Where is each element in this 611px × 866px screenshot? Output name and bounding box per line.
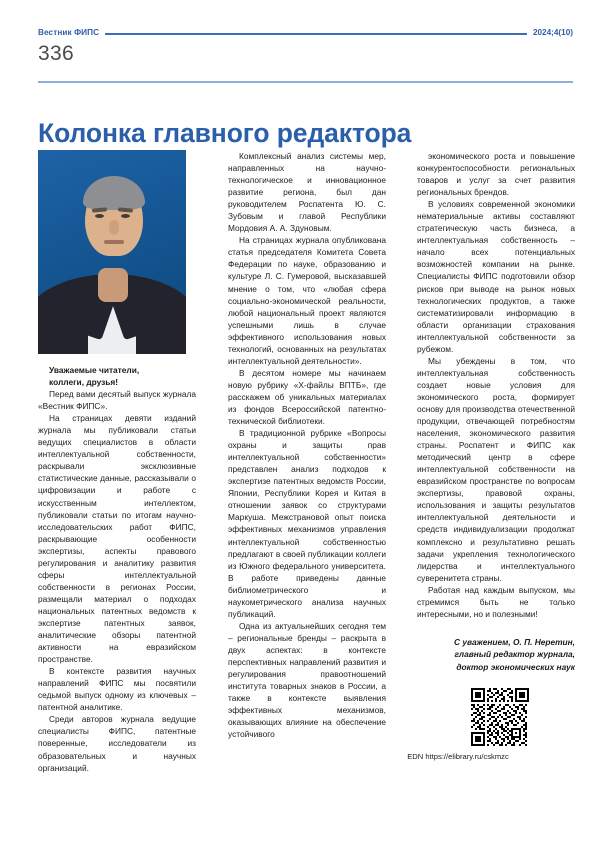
- portrait-nose: [109, 220, 119, 235]
- greeting-line-1: Уважаемые читатели,: [49, 365, 140, 375]
- paragraph: экономического роста и повышение конкурентоспособности региональных товаров и услуг за счет развития региональных брендов.: [417, 151, 575, 198]
- paragraph: В десятом номере мы начинаем новую рубрику «Х-файлы ВПТБ», где расскажем об уникальных материалах из фондов Всероссийской патентно-технической библиотеки.: [228, 367, 386, 427]
- paragraph: На страницах девяти изданий журнала мы публиковали статьи ведущих специалистов в области интеллектуальной собственности, раскрывали эксклюзивные статистические данные, рассказывали о цифровизации и работе с искусственным интеллектом, публиковали статьи по итогам научно-исследовательских работ ФИПС, раскрывающие особенности экспертизы, аспекты правового регулирования и аналитику развития сферы интеллектуальной собственности в регионах России, размещали материал о подходах национальных патентных ведомств к экспертизе патентных заявок, аналитические обзоры патентной активности на евразийском пространстве.: [38, 413, 196, 665]
- column-2: [228, 150, 386, 740]
- greeting-line-2: коллеги, друзья!: [49, 377, 119, 388]
- qr-code-icon[interactable]: [471, 688, 529, 746]
- qr-code-wrapper: [379, 688, 537, 746]
- paragraph: В традиционной рубрике «Вопросы охраны и защиты прав интеллектуальной собственности» представлен анализ подходов к экспертизе патентных ведомств России, Японии, Республики Корея и Китая в отношении заявок со структурами Маркуша. Межстрановой опыт поиска эффективных механизмов управления интеллектуальной собственностью предлагают в своей публикации коллеги из Южного федерального университета. В работе приведены данные библиометрического и наукометрического анализа научных публикаций.: [228, 428, 386, 619]
- editor-signature: [417, 636, 575, 674]
- paragraph: Работая над каждым выпуском, мы стремимся быть не только интересными, но и полезными!: [417, 584, 575, 619]
- paragraph: Одна из актуальнейших сегодня тем – региональные бренды – раскрыта в двух аспектах: в контексте перспективных направлений развития и регулирования правоотношений института товарных знаков в России, а также в контексте выявления эффективных механизмов, оказывающих влияние на обеспечение устойчивого: [228, 620, 386, 740]
- portrait-neck: [98, 268, 128, 302]
- issue-number: 2024;4(10): [532, 27, 573, 37]
- edn-link[interactable]: EDN https://elibrary.ru/cskmzc: [407, 751, 509, 761]
- signature-line-1: С уважением, О. П. Неретин,: [454, 636, 575, 647]
- paragraph: Мы убеждены в том, что интеллектуальная собственность создает новые условия для экономического роста, формирует основу для производства отечественной продукции, отвечающей потребностям населения, экономического развития страны. Роспатент и ФИПС как методический центр в сфере интеллектуальной собственности на евразийском пространстве по вопросам экспертизы, правовой охраны, использования и защиты результатов интеллектуальной деятельности и средств индивидуализации продолжат комплексно и результативно решать задачи укрепления технологического лидерства и интеллектуального суверенитета страны.: [417, 355, 575, 583]
- edn-block: [379, 688, 537, 761]
- paragraph: Комплексный анализ системы мер, направленных на научно-технологическое и инновационное развитие региона, был дан руководителем Роспатента Ю. С. Зубовым и главой Республики Мордовия А. А. Здуновым.: [228, 151, 386, 234]
- page-number: 336: [38, 42, 74, 65]
- paragraph: Перед вами десятый выпуск журнала «Вестник ФИПС».: [38, 389, 196, 412]
- running-head: [38, 24, 573, 40]
- portrait-mouth: [104, 240, 124, 244]
- paragraph: В контексте развития научных направлений ФИПС мы посвятили седьмой выпуск одному из ключевых – патентной аналитике.: [38, 666, 196, 713]
- paragraph: В условиях современной экономики нематериальные активы составляют стратегическую часть бизнеса, а интеллектуальная собственность – начало всех потенциальных возможностей компании на рынке. Специалисты ФИПС подготовили обзор рисков при выводе на рынок новых технологических продуктов, а также систематизировали информацию в области организации страхования интеллектуальной собственности за рубежом.: [417, 199, 575, 354]
- journal-name: Вестник ФИПС: [38, 27, 100, 37]
- portrait-hair: [83, 176, 145, 210]
- signature-line-2: главный редактор журнала,: [454, 649, 575, 660]
- running-head-rule: [105, 33, 527, 35]
- signature-line-3: доктор экономических наук: [456, 662, 575, 673]
- paragraph: Среди авторов журнала ведущие специалисты ФИПС, патентные поверенные, исследователи из образовательных и научных организаций.: [38, 714, 196, 773]
- column-3: [417, 150, 575, 674]
- header-divider: [38, 81, 573, 83]
- column-1: [38, 150, 196, 774]
- page-title: Колонка главного редактора: [38, 117, 412, 148]
- paragraph: На страницах журнала опубликована статья председателя Комитета Совета Федерации по науке, образованию и культуре Л. С. Гумеровой, высказавшей мнение о том, что «любая сфера социально-экономической реальности, любой национальный проект являются успешными лишь в случае эффективного использования новых технологий, основанных на результатах интеллектуальной деятельности».: [228, 235, 386, 366]
- editor-portrait: [38, 150, 186, 354]
- portrait-eye-left: [95, 214, 104, 218]
- portrait-eye-right: [121, 214, 130, 218]
